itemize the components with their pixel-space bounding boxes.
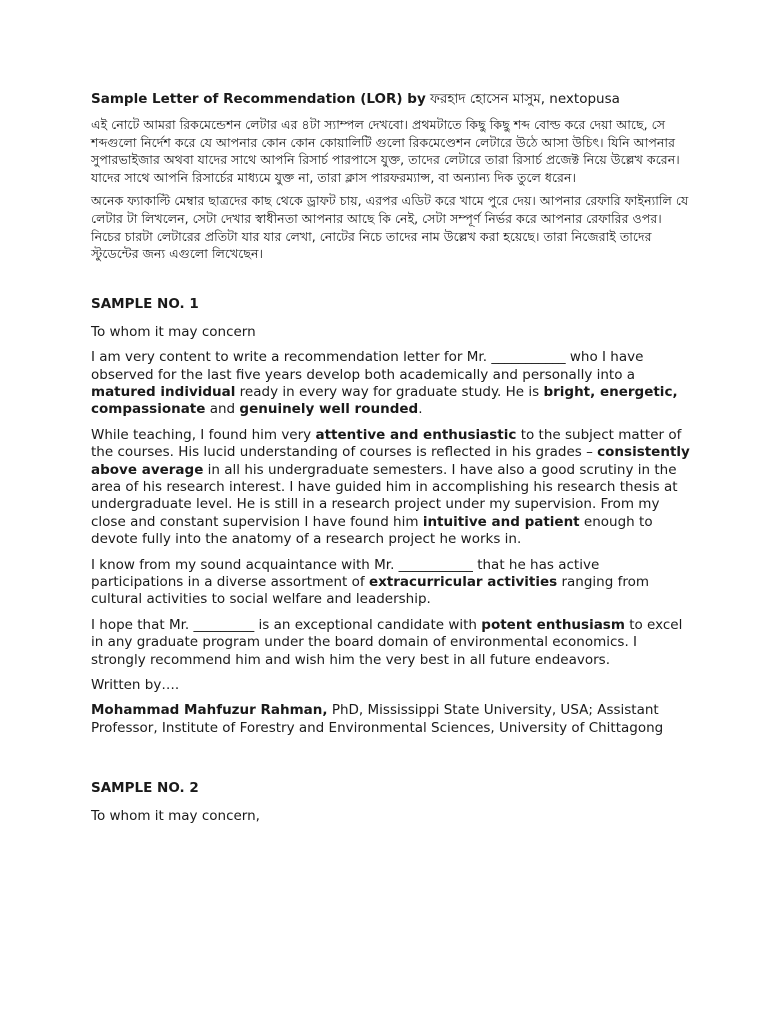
bold-run: matured individual [91, 383, 236, 400]
text-run: . [418, 401, 423, 418]
document-title-bold: Sample Letter of Recommendation (LOR) by [91, 91, 426, 107]
sample-1-paragraph-2 [91, 427, 691, 549]
bold-run: potent enthusiasm [481, 616, 625, 633]
sample-1-written-by: Written by…. [91, 677, 180, 694]
text-run: ready in every way for graduate study. He is [235, 383, 544, 400]
document-title-author: ফরহাদ হোসেন মাসুম, nextopusa [425, 91, 620, 107]
bold-run: attentive and enthusiastic [315, 426, 517, 443]
text-run: ranging from cultural activities to social welfare and leadership. [91, 574, 650, 608]
text-run: While teaching, I found him very [91, 426, 316, 443]
text-run: to excel in any graduate program under the board domain of environmental economics. I strongly recommend him and wish him the very best in all future endeavors. [91, 616, 683, 668]
intro-paragraph-1: এই নোটে আমরা রিকমেন্ডেশন লেটার এর ৪টা স্যাম্পল দেখবো। প্রথমটাতে কিছু কিছু শব্দ বোল্ড করে দেয়া আছে, সে শব্দগুলো নির্দেশ করে যে আপনার কোন কোন কোয়ালিটি গুলো রিকমেণ্ডেশন লেটারে উঠে আসা উচিৎ। যিনি আপনার সুপারভাইজার অথবা যাদের সাথে আপনি রিসার্চ পারপাসে যুক্ত, তাদের লেটারে তারা রিসার্চ প্রজেক্ট নিয়ে উল্লেখ করেন। যাদের সাথে আপনি রিসার্চের মাধ্যমে যুক্ত না, তারা ক্লাস পারফরম্যান্স, বা অন্যান্য দিক তুলে ধরেন। [91, 117, 680, 185]
text-run: and [205, 401, 240, 418]
sample-1-paragraph-3 [91, 557, 691, 609]
bold-run: bright, energetic, compassionate [91, 383, 678, 418]
sample-1-salutation: To whom it may concern [91, 323, 256, 340]
signature-details: PhD, Mississippi State University, USA; Assistant Professor, Institute of Forestry and Environmental Sciences, University of Chittagong [91, 702, 664, 736]
sample-1-heading: SAMPLE NO. 1 [91, 295, 199, 312]
text-run: to the subject matter of the courses. His lucid understanding of courses is reflected in his grades – [91, 426, 682, 461]
sample-1-paragraph-4 [91, 617, 691, 669]
bold-run: genuinely well rounded [239, 401, 419, 418]
sample-2-heading: SAMPLE NO. 2 [91, 780, 199, 797]
sample-1-paragraph-1 [91, 349, 691, 419]
document-page [91, 90, 691, 834]
document-title [91, 90, 691, 108]
text-run: I hope that Mr. _________ is an exceptional candidate with [91, 616, 482, 633]
text-run: I know from my sound acquaintance with Mr. ___________ that he has active participations in a diverse assortment of [91, 556, 600, 591]
signature-name: Mohammad Mahfuzur Rahman, [91, 702, 328, 719]
sample-1-signature [91, 702, 691, 737]
bold-run: intuitive and patient [422, 513, 580, 530]
bold-run: consistently above average [91, 444, 690, 478]
sample-2-salutation: To whom it may concern, [91, 808, 260, 825]
text-run: enough to devote fully into the anatomy of a research project he works in. [91, 513, 653, 548]
bold-run: extracurricular activities [368, 574, 558, 591]
text-run: in all his undergraduate semesters. I have also a good scrutiny in the area of his research interest. I have guided him in accomplishing his research thesis at undergraduate level. He is still in a research project under my supervision. From my close and constant supervision I have found him [91, 461, 678, 530]
intro-paragraph-2: অনেক ফ্যাকাল্টি মেম্বার ছাত্রদের কাছ থেকে ড্রাফট চায়, এরপর এডিট করে খামে পুরে দেয়। আপনার রেফারি ফাইন্যালি যে লেটার টা লিখলেন, সেটা দেখার স্বাধীনতা আপনার আছে কি নেই, সেটা সম্পূর্ণ নির্ভর করে আপনার রেফারির ওপর। নিচের চারটা লেটারের প্রতিটা যার যার লেখা, নোটের নিচে তাদের নাম উল্লেখ করা হয়েছে। তারা নিজেরাই তাদের স্টুডেন্টের জন্য এগুলো লিখেছেন। [91, 193, 689, 262]
text-run: I am very content to write a recommendation letter for Mr. ___________ who I have observed for the last five years develop both academically and personally into a [91, 349, 644, 383]
